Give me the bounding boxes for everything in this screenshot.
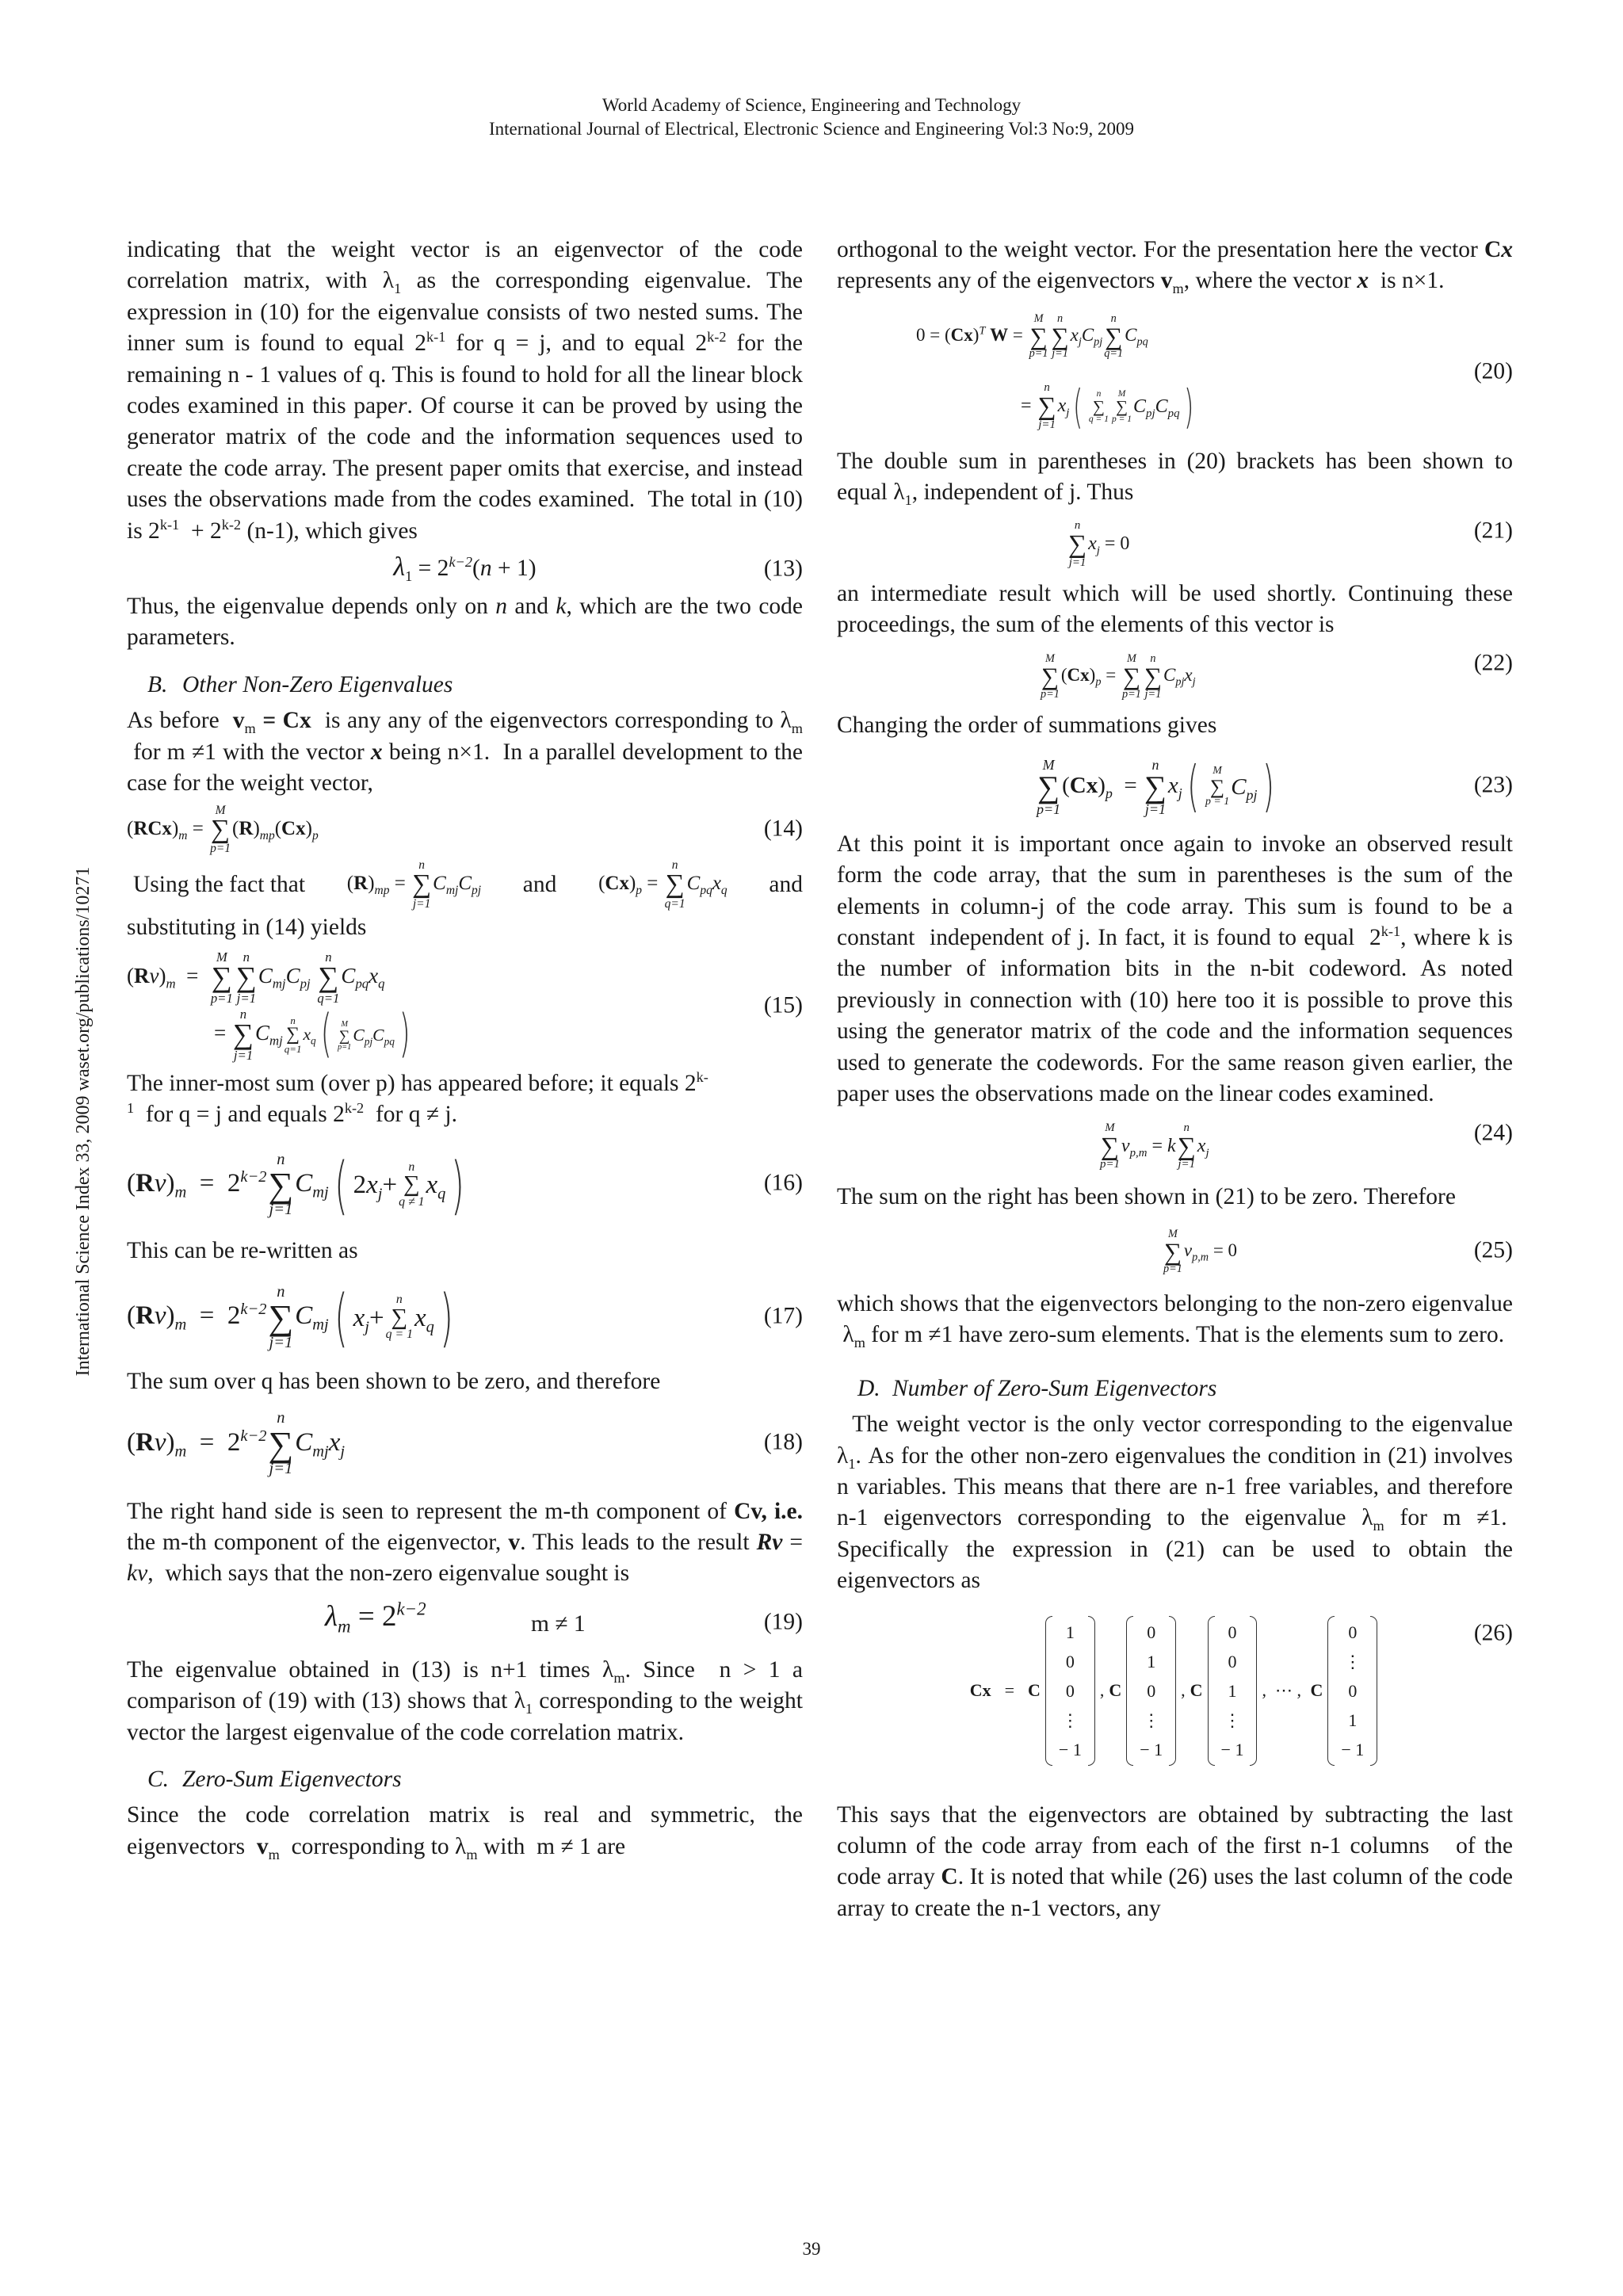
- equation-16: $(Rv)_m = 2^{k-2}$ n ∑ j=1 $C_{mj}$ ( 2 $x_j$ + n ∑ q ≠ 1 $x_q$ ) (16): [127, 1148, 803, 1222]
- header-line-1: World Academy of Science, Engineering and Technology: [601, 95, 1022, 115]
- section-heading-c: C. Zero-Sum Eigenvectors: [147, 1766, 402, 1792]
- equation-number: (13): [763, 556, 803, 582]
- equation-26: Cx = C 1 0 0 ⋮ − 1 , C 0 1 0 ⋮ − 1 , C 0 0 1 ⋮ − 1 , ⋯ , C 0 ⋮ 0 1 − 1 (26): [837, 1608, 1513, 1792]
- equation-18: $(Rv)_m = 2^{k-2}$ n ∑ j=1 $C_{mj}x_j$ (18): [127, 1409, 803, 1478]
- paragraph: The inner-most sum (over p) has appeared before; it equals $2^{k-}$ $^1$ for q = j and equals 2$^{k-2}$ for q ≠ j.: [127, 1069, 708, 1128]
- paragraph: an intermediate result which will be used shortly. Continuing these proceedings, the sum of the elements of this vector is: [837, 580, 1513, 638]
- fact-line: Using the fact that $(R)_{mp}$ = n ∑ j=1 $C_{mj}C_{pj}$ and $(Cx)_p$ = n ∑ q=1 $C_{pq}x_q$ and: [133, 858, 803, 911]
- paragraph: As before $v_m = Cx$ is any any of the eigenvectors corresponding to $\lambda_m$ for m ≠1 with the vector x being n×1. In a parallel development to the case for the weight vector,: [127, 708, 804, 797]
- paragraph: substituting in (14) yields: [127, 914, 367, 940]
- equation-22: M ∑ p=1 $(Cx)_p$ = M ∑ p=1 n ∑ j=1 $C_{pj}x_j$ (22): [1041, 650, 1513, 701]
- paragraph: The right hand side is seen to represent the m-th component of Cv, i.e. the m-th component of the eigenvector, v. This leads to the result Rv = kv, which says that the non-zero eigenvalue sought is: [127, 1498, 803, 1587]
- section-heading-b: B. Other Non-Zero Eigenvalues: [147, 671, 453, 697]
- right-column: [837, 235, 1513, 1924]
- paragraph: The eigenvalue obtained in (13) is n+1 times $\lambda_m$. Since n > 1 a comparison of (19) with (13) shows that $\lambda_1$ corresponding to the weight vector the largest eigenvalue of the code correlation matrix.: [127, 1656, 803, 1745]
- paragraph: This can be re-written as: [127, 1237, 358, 1263]
- equation-15: $(Rv)_m$ = M ∑ p=1 n ∑ j=1 $C_{mj}C_{pj}$ n ∑ q=1 $C_{pq}x_q$ = n ∑ j=1 $C_{mj}$ n ∑ q=1 $x_q$ ( M ∑ p=1 $C_{pj}C_{pq}$ ) (15): [127, 949, 803, 1064]
- paragraph: Changing the order of summations gives: [837, 712, 1217, 739]
- equation-20: $0 = (Cx)^T$ W = M ∑ p=1 n ∑ j=1 $x_jC_{pj}$ n ∑ q=1 $C_{pq}$ = n ∑ j=1 $x_j$ ( n ∑ q = 1 M ∑ p = 1 $C_{pj}C_{pq}$ ) (20): [916, 311, 1513, 434]
- equation-14: $(RCx)_m$ = M ∑ p=1 $(R)_{mp}(Cx)_p$ (14): [127, 803, 803, 855]
- equation-24: M ∑ p=1 $v_{p,m} = k$ n ∑ j=1 $x_j$ (24): [1100, 1120, 1513, 1171]
- equation-23: M ∑ p=1 $(Cx)_p$ = n ∑ j=1 $x_j$ ( M ∑ p = 1 $C_{pj}$ ) (23): [1037, 755, 1513, 819]
- paragraph: indicating that the weight vector is an eigenvector of the code correlation matrix, with $\lambda_1$ as the corresponding eigenvalue. The expression in (10) for the eigenvalue consists of two nested sums. The inner sum is found to equal 2$^{k-1}$ for q = j, and to equal 2$^{k-2}$ for the remaining n - 1 values of q. This is found to hold for all the linear block codes examined in this paper. Of course it can be proved by using the generator matrix of the code and the information sequences used to create the code array. The present paper omits that exercise, and instead uses the observations made from the codes examined. The total in (10) is $2^{k-1} + 2^{k-2}$ (n-1), which gives: [127, 237, 804, 544]
- section-heading-d: D. Number of Zero-Sum Eigenvectors: [857, 1375, 1217, 1401]
- paragraph: The sum over q has been shown to be zero, and therefore: [127, 1369, 661, 1395]
- page-number: 39: [802, 2239, 821, 2259]
- paragraph: orthogonal to the weight vector. For the presentation here the vector Cx represents any of the eigenvectors $v_m$, where the vector x is n×1.: [837, 237, 1513, 297]
- paragraph: Since the code correlation matrix is real and symmetric, the eigenvectors $v_m$ corresponding to $\lambda_m$ with m ≠ 1 are: [127, 1802, 803, 1862]
- paragraph: The double sum in parentheses in (20) brackets has been shown to equal $\lambda_1$, independent of j. Thus: [837, 448, 1513, 509]
- equation-19: $\lambda_m = 2^{k-2}$ m ≠ 1 (19): [325, 1599, 803, 1637]
- equation-13: $\lambda_1 = 2^{k-2}(n + 1)$ (13): [393, 552, 803, 584]
- index-sidebar: International Science Index 33, 2009 waset.org/publications/10271: [73, 866, 94, 1377]
- paragraph: Thus, the eigenvalue depends only on n and k, which are the two code parameters.: [127, 594, 804, 651]
- journal-header: [0, 94, 1623, 141]
- equation-25: M ∑ p=1 $v_{p,m} = 0$ (25): [1163, 1227, 1513, 1276]
- paragraph: The weight vector is the only vector corresponding to the eigenvalue $\lambda_1$. As for the other non-zero eigenvalues the condition in (21) involves n variables. This means that there are n-1 free variables, and therefore n-1 eigenvectors corresponding to the eigenvalue $\lambda_m$ for m ≠1. Specifically the expression in (21) can be used to obtain the eigenvectors as: [837, 1412, 1513, 1594]
- paragraph: The sum on the right has been shown in (21) to be zero. Therefore: [837, 1183, 1456, 1209]
- left-column: [127, 235, 803, 1862]
- paragraph: which shows that the eigenvectors belonging to the non-zero eigenvalue $\lambda_m$ for m ≠1 have zero-sum elements. That is the elements sum to zero.: [837, 1290, 1513, 1351]
- header-line-2: International Journal of Electrical, Electronic Science and Engineering Vol:3 No:9, 2009: [488, 119, 1135, 139]
- paragraph: At this point it is important once again to invoke an observed result form the code array, that the sum in parentheses is the sum of the elements in column-j of the code array. This sum is found to be a constant independent of j. In fact, it is found to equal 2$^{k-1}$, where k is the number of information bits in the n-bit codeword. As noted previously in connection with (10) here too it is possible to prove this using the generator matrix of the code and the information sequences used to generate the codewords. For the same reason given earlier, the paper uses the observations made on the linear codes examined.: [837, 831, 1513, 1107]
- equation-17: $(Rv)_m = 2^{k-2}$ n ∑ j=1 $C_{mj}$ ( $x_j$ + n ∑ q = 1 $x_q$ ) (17): [127, 1280, 803, 1354]
- paragraph: This says that the eigenvectors are obtained by subtracting the last column of the code array from each of the first n-1 columns of the code array C. It is noted that while (26) uses the last column of the code array to create the n-1 vectors, any: [837, 1801, 1513, 1921]
- equation-21: n ∑ j=1 $x_j = 0$ (21): [1068, 518, 1513, 569]
